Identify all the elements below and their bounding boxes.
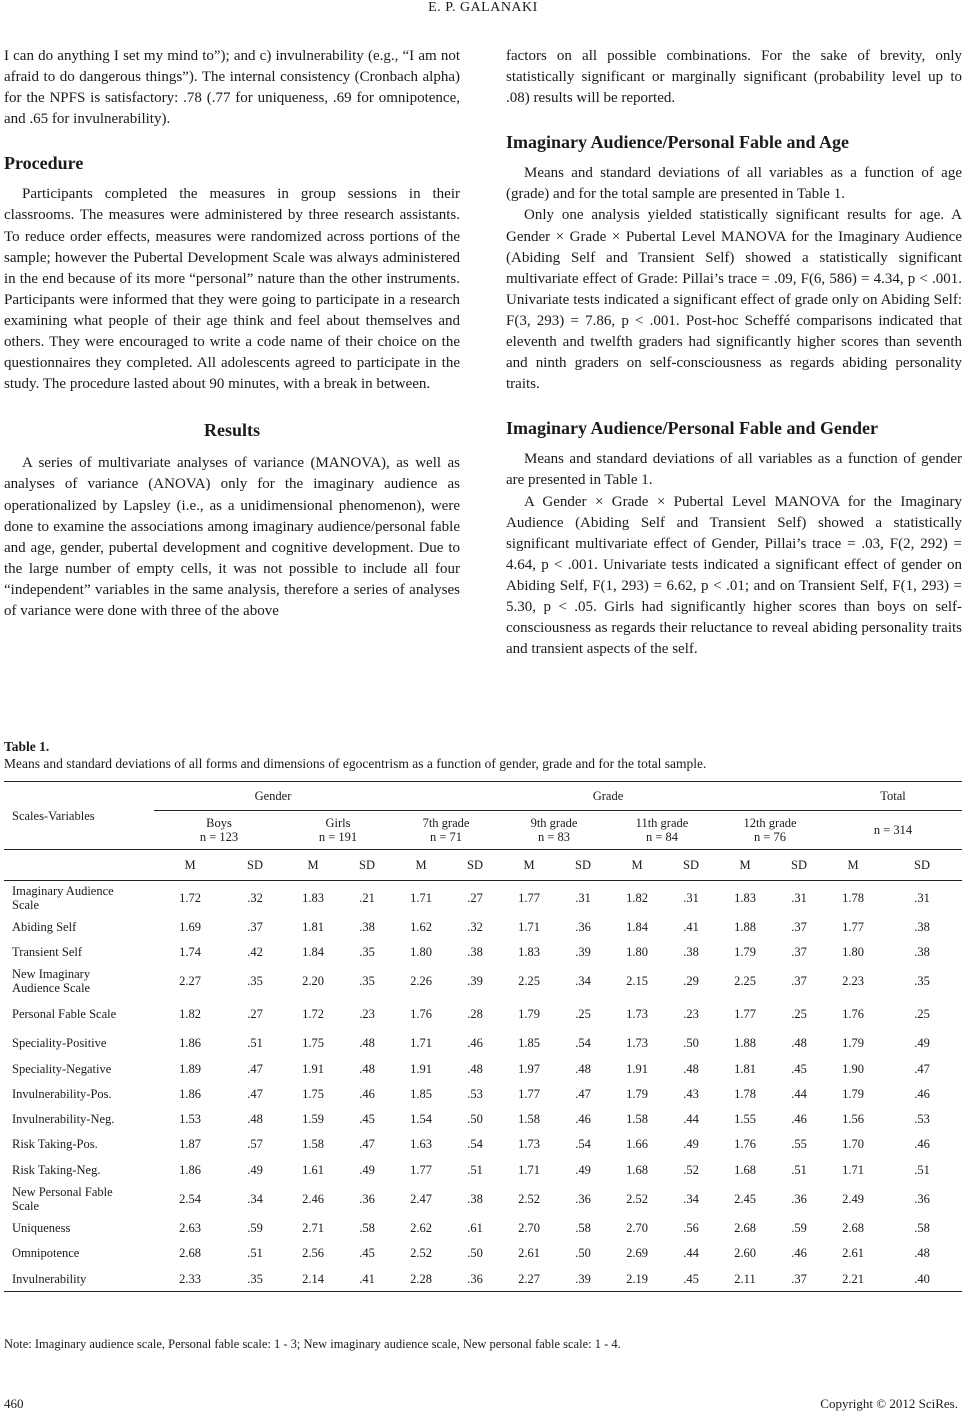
cell-mean: 1.81 (734, 1061, 756, 1076)
cell-mean: 2.71 (302, 1221, 324, 1236)
cell-mean: 2.68 (179, 1246, 201, 1261)
cell-mean: 1.71 (410, 1036, 432, 1051)
table-row (4, 1241, 962, 1266)
cell-sd: .46 (791, 1246, 807, 1261)
paragraph-procedure: Participants completed the measures in group sessions in their classrooms. The measures were administered by three research assistants. To reduce order effects, measures were randomized across portions of the sample; however the Pubertal Development Scale was always administered in the end because of its more “personal” nature than the other instruments. Participants were informed that they were going to participate in a research examining what people of their age think and feel about themselves and others. They were encouraged to write a code name of their choice on the questionnaires they completed. All adolescents agreed to participate in the study. The procedure lasted about 90 minutes, with a break in between. (4, 186, 460, 393)
cell-mean: 1.71 (518, 919, 540, 934)
cell-sd: .49 (575, 1162, 591, 1177)
cell-mean: 2.68 (734, 1221, 756, 1236)
cell-mean: 2.49 (842, 1191, 864, 1206)
cell-sd: .56 (683, 1221, 699, 1236)
cell-sd: .36 (359, 1191, 375, 1206)
cell-mean: 1.84 (302, 944, 324, 959)
cell-sd: .51 (247, 1246, 263, 1261)
cell-sd: .45 (666, 1266, 716, 1292)
cell-sd: .54 (575, 1036, 591, 1051)
cell-mean: 2.23 (842, 974, 864, 989)
cell-mean: 2.15 (626, 974, 648, 989)
cell-mean: 2.52 (410, 1246, 432, 1261)
cell-mean: 1.71 (842, 1162, 864, 1177)
heading-age: Imaginary Audience/Personal Fable and Age (506, 132, 850, 153)
cell-sd: .48 (914, 1246, 930, 1261)
cell-sd: .48 (575, 1061, 591, 1076)
cell-sd: .48 (467, 1061, 483, 1076)
cell-mean: 1.72 (302, 1007, 324, 1022)
cell-sd: .39 (467, 974, 483, 989)
cell-mean: 1.74 (179, 944, 201, 959)
cell-mean: 1.73 (626, 1007, 648, 1022)
paragraph-continued: factors on all possible combinations. For the sake of brevity, only statistically significant or marginally significant (probability level up to .08) results will be reported. (506, 48, 962, 107)
table-row (4, 998, 962, 1031)
table-row (4, 1215, 962, 1240)
cell-mean: 1.62 (410, 919, 432, 934)
cell-sd: .52 (683, 1162, 699, 1177)
cell-mean: 2.21 (824, 1266, 882, 1292)
cell-mean: 1.78 (734, 1086, 756, 1101)
subheader-grade-9: 9th grade n = 83 (530, 816, 578, 844)
cell-mean: 1.75 (302, 1086, 324, 1101)
paragraph-age-2: Only one analysis yielded statistically significant results for age. A Gender × Grade × Pubertal Level MANOVA for the Imaginary Audience (Abiding Self and Transient Self) showed a statistically significant multivariate effect of Grade: Pillai’s trace = .09, F(6, 586) = 4.34, p < .001. Univariate tests indicated a significant effect of grade only on Abiding Self: F(3, 293) = 7.86, p < .001. Post-hoc Scheffé comparisons indicated that eleventh and twelfth graders had significantly higher scores than seventh and ninth graders on self-consciousness as regards abiding personality traits. (506, 207, 962, 393)
cell-sd: .27 (467, 890, 483, 905)
cell-mean: 1.68 (734, 1162, 756, 1177)
row-label: Omnipotence (12, 1246, 80, 1261)
row-label: Risk Taking-Neg. (12, 1162, 101, 1177)
stat-header-sd: SD (342, 850, 392, 881)
subheader-grade-11: 11th grade n = 84 (635, 816, 689, 844)
table-row (4, 1182, 962, 1215)
table-row (4, 914, 962, 939)
cell-sd: .36 (450, 1266, 500, 1292)
cell-mean: 1.87 (179, 1137, 201, 1152)
table-row (4, 965, 962, 998)
cell-sd: .38 (359, 919, 375, 934)
cell-mean: 2.70 (518, 1221, 540, 1236)
cell-mean: 1.73 (518, 1137, 540, 1152)
heading-procedure: Procedure (4, 153, 84, 174)
cell-mean: 1.77 (842, 919, 864, 934)
cell-sd: .53 (914, 1112, 930, 1127)
cell-sd: .41 (683, 919, 699, 934)
cell-sd: .46 (359, 1086, 375, 1101)
cell-sd: .35 (359, 944, 375, 959)
subheader-boys: Boys n = 123 (199, 816, 239, 844)
group-header-gender: Gender (154, 782, 392, 811)
right-column (506, 46, 962, 660)
stat-header-m: M (824, 850, 882, 881)
row-label: Imaginary Audience Scale (12, 883, 114, 912)
table-row (4, 1266, 962, 1292)
cell-mean: 1.77 (518, 890, 540, 905)
group-header-grade: Grade (392, 782, 824, 811)
cell-mean: 1.68 (626, 1162, 648, 1177)
row-label: Personal Fable Scale (12, 1007, 117, 1022)
cell-mean: 1.78 (842, 890, 864, 905)
row-label: Invulnerability-Neg. (12, 1112, 115, 1127)
cell-sd: .25 (575, 1007, 591, 1022)
table-row (4, 939, 962, 964)
cell-sd: .58 (359, 1221, 375, 1236)
cell-sd: .37 (791, 944, 807, 959)
cell-sd: .51 (914, 1162, 930, 1177)
cell-mean: 1.83 (302, 890, 324, 905)
cell-mean: 1.84 (626, 919, 648, 934)
row-label: Uniqueness (12, 1221, 71, 1236)
row-label: Invulnerability-Pos. (12, 1086, 112, 1101)
cell-mean: 1.86 (179, 1036, 201, 1051)
cell-mean: 2.56 (302, 1246, 324, 1261)
cell-sd: .38 (914, 944, 930, 959)
cell-sd: .36 (575, 1191, 591, 1206)
cell-mean: 2.46 (302, 1191, 324, 1206)
cell-sd: .48 (683, 1061, 699, 1076)
cell-mean: 1.83 (734, 890, 756, 905)
cell-sd: .42 (247, 944, 263, 959)
row-label: Transient Self (12, 944, 83, 959)
cell-mean: 2.27 (500, 1266, 558, 1292)
heading-results: Results (203, 420, 260, 441)
cell-mean: 1.70 (842, 1137, 864, 1152)
stat-header-m: M (392, 850, 450, 881)
cell-sd: .49 (683, 1137, 699, 1152)
cell-mean: 1.85 (518, 1036, 540, 1051)
cell-mean: 1.80 (842, 944, 864, 959)
stat-header-row (4, 850, 962, 881)
cell-mean: 1.97 (518, 1061, 540, 1076)
cell-sd: .47 (247, 1061, 263, 1076)
paragraph-age-1: Means and standard deviations of all variables as a function of age (grade) and for the total sample are presented in Table 1. (506, 165, 962, 203)
cell-mean: 1.85 (410, 1086, 432, 1101)
cell-mean: 2.33 (154, 1266, 226, 1292)
cell-sd: .28 (467, 1007, 483, 1022)
table-row (4, 881, 962, 915)
cell-sd: .37 (791, 919, 807, 934)
cell-mean: 1.79 (842, 1086, 864, 1101)
cell-sd: .53 (467, 1086, 483, 1101)
cell-mean: 2.19 (608, 1266, 666, 1292)
cell-mean: 2.11 (716, 1266, 774, 1292)
cell-sd: .36 (791, 1191, 807, 1206)
row-label: Abiding Self (12, 919, 77, 934)
cell-mean: 2.52 (626, 1191, 648, 1206)
cell-sd: .38 (914, 919, 930, 934)
cell-mean: 1.63 (410, 1137, 432, 1152)
table-caption-text: Means and standard deviations of all forms and dimensions of egocentrism as a function of gender, grade and for the total sample. (4, 756, 707, 771)
cell-mean: 1.77 (518, 1086, 540, 1101)
cell-sd: .21 (359, 890, 375, 905)
paragraph-gender-1: Means and standard deviations of all variables as a function of gender are presented in Table 1. (506, 451, 962, 489)
cell-sd: .59 (247, 1221, 263, 1236)
cell-sd: .46 (914, 1137, 930, 1152)
cell-sd: .46 (575, 1112, 591, 1127)
cell-mean: 1.82 (179, 1007, 201, 1022)
cell-sd: .44 (683, 1246, 699, 1261)
cell-sd: .58 (914, 1221, 930, 1236)
cell-sd: .41 (342, 1266, 392, 1292)
cell-mean: 1.53 (179, 1112, 201, 1127)
cell-sd: .57 (247, 1137, 263, 1152)
paragraph-intro: I can do anything I set my mind to”); and c) invulnerability (e.g., “I am not afraid to do dangerous things”). The internal consistency (Cronbach alpha) for the NPFS is satisfactory: .78 (.77 for uniqueness, .69 for omnipotence, and .65 for invulnerability). (4, 48, 460, 128)
cell-mean: 1.80 (626, 944, 648, 959)
subheader-grade-12: 12th grade n = 76 (743, 816, 797, 844)
cell-sd: .32 (247, 890, 263, 905)
cell-sd: .48 (359, 1036, 375, 1051)
stat-header-stub (4, 850, 154, 881)
cell-mean: 1.75 (302, 1036, 324, 1051)
cell-mean: 1.90 (842, 1061, 864, 1076)
cell-mean: 1.91 (410, 1061, 432, 1076)
table-row (4, 1031, 962, 1056)
cell-mean: 1.79 (626, 1086, 648, 1101)
stat-header-sd: SD (226, 850, 284, 881)
table-row (4, 1157, 962, 1182)
left-column (4, 46, 460, 622)
group-header-total: Total (824, 782, 962, 811)
cell-sd: .35 (247, 974, 263, 989)
cell-sd: .35 (359, 974, 375, 989)
cell-sd: .37 (247, 919, 263, 934)
stat-header-sd: SD (774, 850, 824, 881)
cell-sd: .51 (467, 1162, 483, 1177)
cell-mean: 1.89 (179, 1061, 201, 1076)
cell-mean: 1.83 (518, 944, 540, 959)
stat-header-m: M (500, 850, 558, 881)
cell-mean: 1.54 (410, 1112, 432, 1127)
cell-sd: .49 (914, 1036, 930, 1051)
results-table (4, 781, 962, 1292)
cell-sd: .46 (914, 1086, 930, 1101)
cell-sd: .55 (791, 1137, 807, 1152)
cell-mean: 1.76 (734, 1137, 756, 1152)
heading-gender: Imaginary Audience/Personal Fable and Gender (506, 418, 879, 439)
cell-sd: .50 (575, 1246, 591, 1261)
cell-sd: .58 (575, 1221, 591, 1236)
cell-sd: .44 (683, 1112, 699, 1127)
stat-header-sd: SD (882, 850, 962, 881)
cell-sd: .39 (558, 1266, 608, 1292)
cell-mean: 1.82 (626, 890, 648, 905)
cell-mean: 1.71 (410, 890, 432, 905)
cell-mean: 1.81 (302, 919, 324, 934)
cell-mean: 1.76 (842, 1007, 864, 1022)
row-label: Risk Taking-Pos. (12, 1137, 98, 1152)
row-label: New Imaginary Audience Scale (12, 967, 91, 996)
cell-mean: 1.55 (734, 1112, 756, 1127)
cell-mean: 2.47 (410, 1191, 432, 1206)
cell-sd: .47 (359, 1137, 375, 1152)
cell-sd: .47 (247, 1086, 263, 1101)
stub-header: Scales-Variables (12, 808, 95, 823)
cell-sd: .50 (683, 1036, 699, 1051)
stat-header-sd: SD (558, 850, 608, 881)
cell-mean: 1.88 (734, 1036, 756, 1051)
row-label: New Personal Fable Scale (12, 1184, 113, 1213)
cell-sd: .44 (791, 1086, 807, 1101)
cell-sd: .38 (467, 944, 483, 959)
cell-sd: .48 (359, 1061, 375, 1076)
cell-mean: 1.88 (734, 919, 756, 934)
cell-mean: 2.52 (518, 1191, 540, 1206)
cell-mean: 2.26 (410, 974, 432, 989)
cell-sd: .48 (247, 1112, 263, 1127)
cell-mean: 2.69 (626, 1246, 648, 1261)
cell-sd: .61 (467, 1221, 483, 1236)
cell-sd: .49 (359, 1162, 375, 1177)
cell-mean: 2.60 (734, 1246, 756, 1261)
cell-sd: .32 (467, 919, 483, 934)
subheader-total: n = 314 (873, 823, 913, 837)
stat-header-sd: SD (666, 850, 716, 881)
cell-sd: .40 (882, 1266, 962, 1292)
table-row (4, 1056, 962, 1081)
cell-sd: .27 (247, 1007, 263, 1022)
cell-mean: 2.61 (518, 1246, 540, 1261)
running-head: E. P. GALANAKI (428, 0, 538, 15)
cell-mean: 2.14 (284, 1266, 342, 1292)
cell-mean: 2.63 (179, 1221, 201, 1236)
cell-mean: 2.25 (734, 974, 756, 989)
cell-sd: .36 (914, 1191, 930, 1206)
cell-sd: .39 (575, 944, 591, 959)
cell-sd: .31 (791, 890, 807, 905)
cell-sd: .50 (467, 1112, 483, 1127)
cell-mean: 1.79 (734, 944, 756, 959)
cell-mean: 2.27 (179, 974, 201, 989)
cell-mean: 1.56 (842, 1112, 864, 1127)
cell-sd: .25 (791, 1007, 807, 1022)
cell-mean: 1.91 (302, 1061, 324, 1076)
cell-sd: .45 (791, 1061, 807, 1076)
cell-sd: .45 (359, 1112, 375, 1127)
cell-mean: 1.71 (518, 1162, 540, 1177)
page-number: 460 (4, 1396, 24, 1411)
subheader-girls: Girls n = 191 (318, 816, 358, 844)
cell-mean: 1.66 (626, 1137, 648, 1152)
cell-mean: 1.80 (410, 944, 432, 959)
cell-sd: .31 (683, 890, 699, 905)
table-label: Table 1. (4, 739, 50, 754)
cell-sd: .36 (575, 919, 591, 934)
stat-header-m: M (608, 850, 666, 881)
cell-mean: 1.76 (410, 1007, 432, 1022)
cell-sd: .34 (575, 974, 591, 989)
cell-sd: .29 (683, 974, 699, 989)
cell-sd: .37 (774, 1266, 824, 1292)
cell-sd: .51 (791, 1162, 807, 1177)
cell-sd: .54 (467, 1137, 483, 1152)
cell-sd: .37 (791, 974, 807, 989)
stat-header-m: M (154, 850, 226, 881)
cell-sd: .31 (575, 890, 591, 905)
cell-mean: 1.79 (518, 1007, 540, 1022)
table-row (4, 1132, 962, 1157)
cell-sd: .51 (247, 1036, 263, 1051)
cell-mean: 2.20 (302, 974, 324, 989)
table-row (4, 1081, 962, 1106)
cell-sd: .46 (467, 1036, 483, 1051)
cell-mean: 1.59 (302, 1112, 324, 1127)
cell-sd: .34 (247, 1191, 263, 1206)
cell-sd: .23 (359, 1007, 375, 1022)
row-label: Speciality-Negative (12, 1061, 112, 1076)
copyright: Copyright © 2012 SciRes. (820, 1396, 958, 1411)
stat-header-m: M (716, 850, 774, 881)
cell-mean: 1.73 (626, 1036, 648, 1051)
cell-sd: .31 (914, 890, 930, 905)
stat-header-sd: SD (450, 850, 500, 881)
cell-mean: 1.72 (179, 890, 201, 905)
cell-mean: 1.69 (179, 919, 201, 934)
cell-sd: .48 (791, 1036, 807, 1051)
cell-sd: .23 (683, 1007, 699, 1022)
cell-mean: 2.61 (842, 1246, 864, 1261)
cell-sd: .34 (683, 1191, 699, 1206)
subheader-grade-7: 7th grade n = 71 (422, 816, 470, 844)
cell-mean: 1.86 (179, 1086, 201, 1101)
cell-sd: .50 (467, 1246, 483, 1261)
row-label: Invulnerability (4, 1266, 154, 1292)
cell-mean: 1.86 (179, 1162, 201, 1177)
cell-sd: .45 (359, 1246, 375, 1261)
cell-mean: 1.58 (518, 1112, 540, 1127)
cell-sd: .49 (247, 1162, 263, 1177)
table-body (4, 881, 962, 1292)
cell-sd: .46 (791, 1112, 807, 1127)
cell-mean: 2.25 (518, 974, 540, 989)
cell-mean: 1.79 (842, 1036, 864, 1051)
table-note: Note: Imaginary audience scale, Personal fable scale: 1 - 3; New imaginary audience scale, New personal fable scale: 1 - 4. (4, 1337, 621, 1351)
cell-sd: .59 (791, 1221, 807, 1236)
cell-mean: 2.28 (392, 1266, 450, 1292)
cell-mean: 1.58 (626, 1112, 648, 1127)
cell-sd: .38 (467, 1191, 483, 1206)
cell-mean: 2.54 (179, 1191, 201, 1206)
cell-mean: 1.58 (302, 1137, 324, 1152)
cell-mean: 2.45 (734, 1191, 756, 1206)
cell-mean: 1.61 (302, 1162, 324, 1177)
cell-sd: .38 (683, 944, 699, 959)
stat-header-m: M (284, 850, 342, 881)
table-caption (4, 738, 962, 772)
cell-sd: .25 (914, 1007, 930, 1022)
paragraph-results: A series of multivariate analyses of variance (MANOVA), as well as analyses of variance (ANOVA) only for the imaginary audience as operationalized by Lapsley (i.e., as a unidimensional phenomenon), were done to examine the associations among imaginary audience/personal fable and age, gender, pubertal development and cognitive development. Due to the large number of empty cells, it was not possible to include all four “independent” variables in the same analysis, therefore a series of analyses of variance were done with three of the above (4, 455, 460, 619)
cell-sd: .35 (914, 974, 930, 989)
cell-sd: .43 (683, 1086, 699, 1101)
row-label: Speciality-Positive (12, 1036, 107, 1051)
cell-mean: 1.77 (410, 1162, 432, 1177)
cell-sd: .35 (226, 1266, 284, 1292)
cell-sd: .47 (575, 1086, 591, 1101)
paragraph-gender-2: A Gender × Grade × Pubertal Level MANOVA for the Imaginary Audience (Abiding Self and Transient Self) showed a statistically significant multivariate effect of Gender, Pillai’s trace = .03, F(2, 292) = 4.64, p < .001. Univariate tests indicated a significant effect of gender on Abiding Self, F(1, 293) = 6.62, p < .01; and on Transient Self, F(1, 293) = 5.30, p < .05. Girls had significantly higher scores than boys on self-consciousness as regards their reluctance to reveal abiding personality traits and transient aspects of the self. (506, 493, 962, 658)
table-row (4, 1106, 962, 1131)
cell-mean: 1.77 (734, 1007, 756, 1022)
cell-mean: 2.70 (626, 1221, 648, 1236)
cell-sd: .54 (575, 1137, 591, 1152)
cell-mean: 1.91 (626, 1061, 648, 1076)
cell-mean: 2.62 (410, 1221, 432, 1236)
cell-mean: 2.68 (842, 1221, 864, 1236)
cell-sd: .47 (914, 1061, 930, 1076)
